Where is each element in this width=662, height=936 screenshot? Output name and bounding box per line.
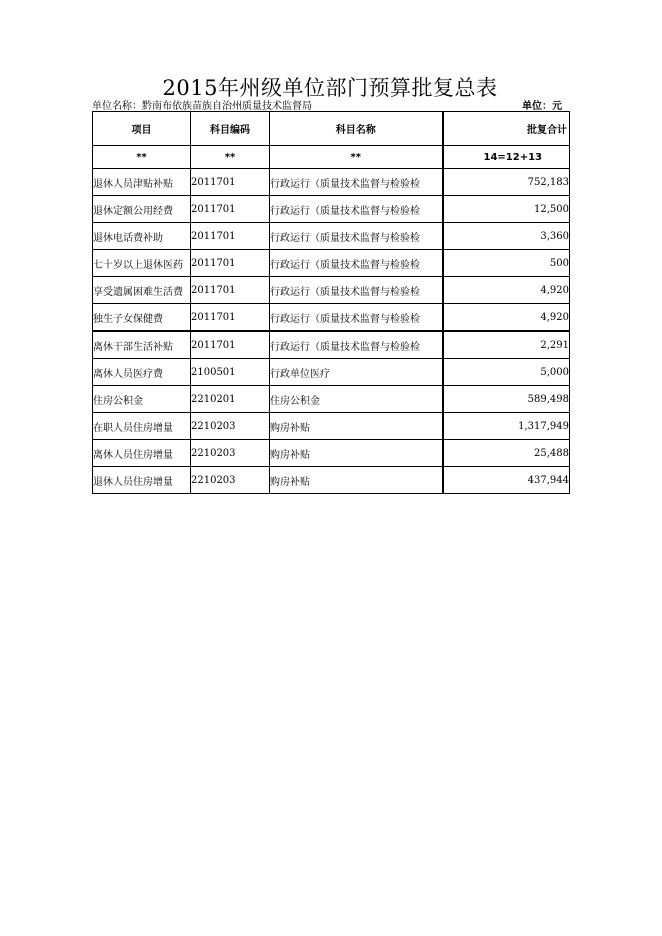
- row-subject-name-cell: 购房补贴: [270, 413, 443, 440]
- row-subject-name-cell: 行政运行（质量技术监督与检验检: [270, 223, 443, 250]
- row-amount-cell: 752,183: [443, 169, 570, 196]
- row-code-cell: 2011701: [191, 331, 270, 359]
- row-item-cell: 退休人员住房增量: [93, 467, 191, 494]
- table-subheader-row: [93, 146, 570, 169]
- row-amount-cell: 5,000: [443, 359, 570, 386]
- row-item-cell: 住房公积金: [93, 386, 191, 413]
- row-code-cell: 2210201: [191, 386, 270, 413]
- table-row: [93, 331, 570, 359]
- row-subject-name-cell: 行政运行（质量技术监督与检验检: [270, 331, 443, 359]
- row-item-cell: 享受遗属困难生活费: [93, 277, 191, 304]
- row-subject-name-cell: 行政运行（质量技术监督与检验检: [270, 277, 443, 304]
- subheader-code: **: [191, 146, 270, 169]
- row-subject-name-cell: 行政运行（质量技术监督与检验检: [270, 304, 443, 332]
- row-amount-cell: 437,944: [443, 467, 570, 494]
- row-item-cell: 独生子女保健费: [93, 304, 191, 332]
- row-subject-name-cell: 行政运行（质量技术监督与检验检: [270, 250, 443, 277]
- table-row: [93, 223, 570, 250]
- row-code-cell: 2011701: [191, 277, 270, 304]
- row-amount-cell: 4,920: [443, 304, 570, 332]
- row-code-cell: 2011701: [191, 223, 270, 250]
- row-subject-name-cell: 购房补贴: [270, 440, 443, 467]
- table-row: [93, 250, 570, 277]
- subheader-item: **: [93, 146, 191, 169]
- currency-unit-label: 单位：元: [522, 101, 562, 112]
- row-code-cell: 2011701: [191, 304, 270, 332]
- table-row: [93, 277, 570, 304]
- unit-name: 单位名称：黔南布依族苗族自治州质量技术监督局: [92, 101, 312, 112]
- column-header-code: 科目编码: [191, 112, 270, 146]
- table-row: [93, 467, 570, 494]
- page-title: 2015年州级单位部门预算批复总表: [162, 76, 498, 100]
- row-subject-name-cell: 行政运行（质量技术监督与检验检: [270, 169, 443, 196]
- row-code-cell: 2210203: [191, 440, 270, 467]
- table-row: [93, 386, 570, 413]
- row-subject-name-cell: 购房补贴: [270, 467, 443, 494]
- row-code-cell: 2210203: [191, 467, 270, 494]
- budget-table-body: [93, 112, 570, 494]
- row-item-cell: 离休干部生活补贴: [93, 331, 191, 359]
- row-code-cell: 2100501: [191, 359, 270, 386]
- row-amount-cell: 3,360: [443, 223, 570, 250]
- table-row: [93, 440, 570, 467]
- row-code-cell: 2011701: [191, 196, 270, 223]
- table-row: [93, 196, 570, 223]
- row-item-cell: 离休人员住房增量: [93, 440, 191, 467]
- row-amount-cell: 4,920: [443, 277, 570, 304]
- row-code-cell: 2011701: [191, 169, 270, 196]
- row-amount-cell: 589,498: [443, 386, 570, 413]
- row-amount-cell: 2,291: [443, 331, 570, 359]
- row-item-cell: 退休电话费补助: [93, 223, 191, 250]
- row-amount-cell: 1,317,949: [443, 413, 570, 440]
- row-item-cell: 在职人员住房增量: [93, 413, 191, 440]
- row-code-cell: 2011701: [191, 250, 270, 277]
- row-amount-cell: 12,500: [443, 196, 570, 223]
- table-row: [93, 169, 570, 196]
- column-header-name: 科目名称: [270, 112, 443, 146]
- row-amount-cell: 25,488: [443, 440, 570, 467]
- column-header-item: 项目: [93, 112, 191, 146]
- row-subject-name-cell: 行政运行（质量技术监督与检验检: [270, 196, 443, 223]
- row-subject-name-cell: 行政单位医疗: [270, 359, 443, 386]
- table-header-row: [93, 112, 570, 146]
- table-row: [93, 359, 570, 386]
- row-item-cell: 离休人员医疗费: [93, 359, 191, 386]
- column-header-total: 批复合计: [443, 112, 570, 146]
- subheader-total-formula: 14=12+13: [443, 146, 570, 169]
- table-row: [93, 304, 570, 332]
- row-subject-name-cell: 住房公积金: [270, 386, 443, 413]
- row-amount-cell: 500: [443, 250, 570, 277]
- table-row: [93, 413, 570, 440]
- row-item-cell: 退休定额公用经费: [93, 196, 191, 223]
- subheader-name: **: [270, 146, 443, 169]
- row-code-cell: 2210203: [191, 413, 270, 440]
- row-item-cell: 七十岁以上退休医药: [93, 250, 191, 277]
- row-item-cell: 退休人员津贴补贴: [93, 169, 191, 196]
- budget-table: [92, 111, 570, 494]
